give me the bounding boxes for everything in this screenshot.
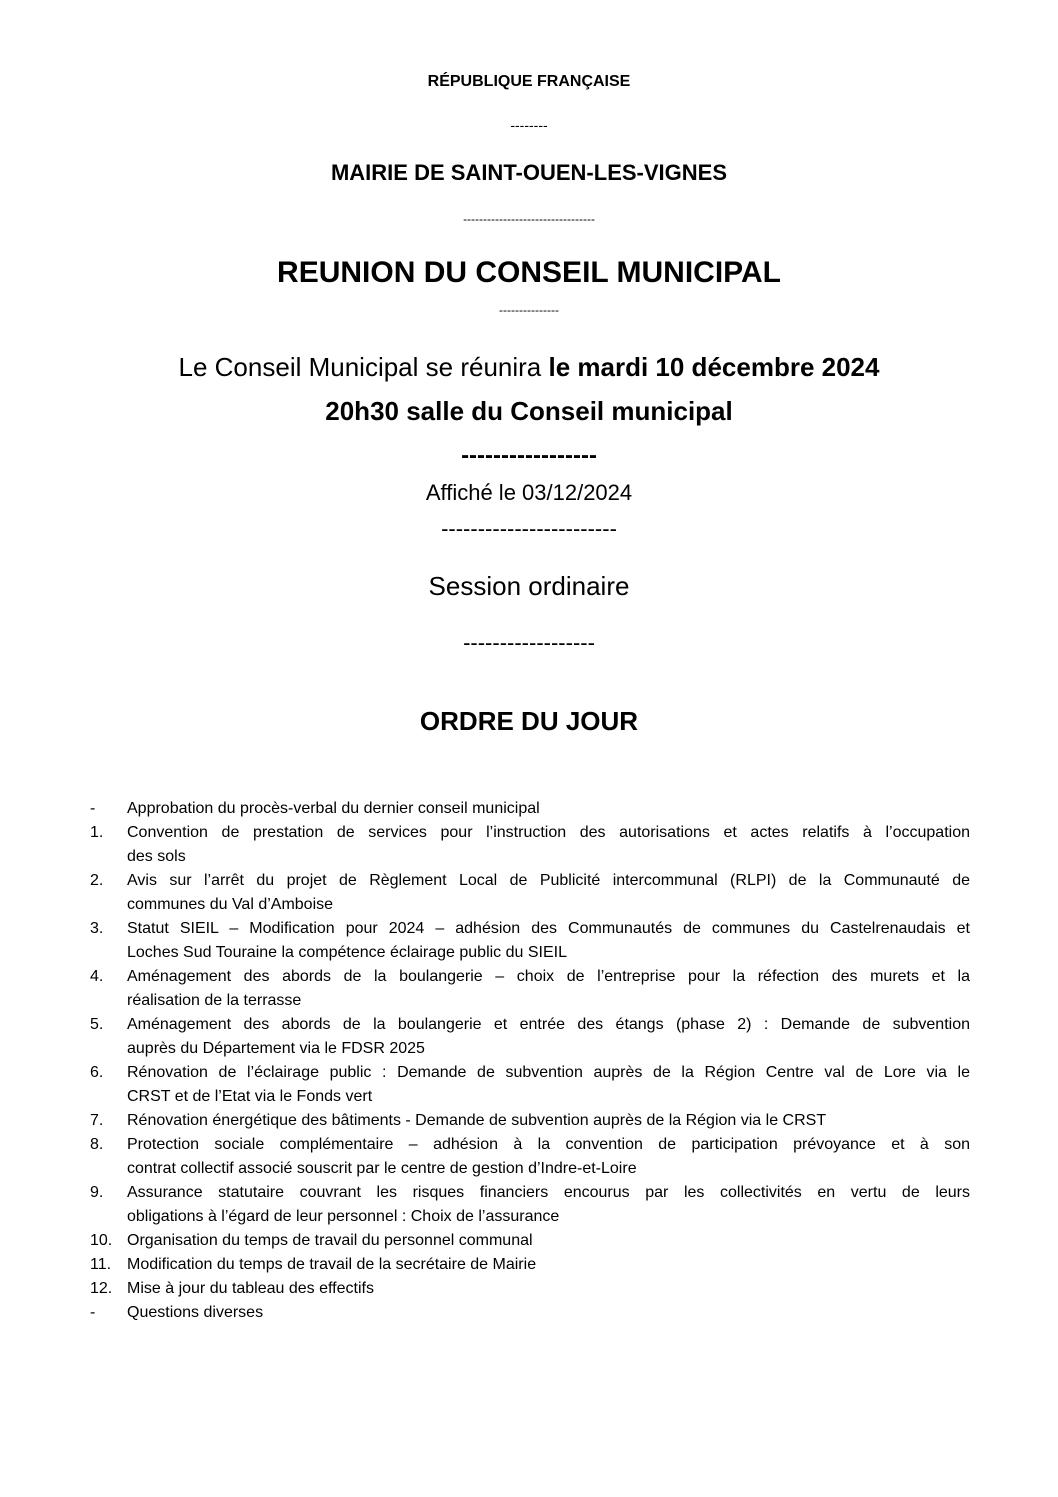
meeting-date-line: [0, 354, 1058, 380]
list-item: [90, 1013, 970, 1061]
separator: ------------------: [463, 630, 595, 655]
list-item-text: [127, 1061, 970, 1109]
meeting-intro: Le Conseil Municipal se réunira: [178, 352, 549, 382]
list-item: [90, 1061, 970, 1109]
meeting-time-place: 20h30 salle du Conseil municipal: [325, 396, 733, 426]
list-item-number: 4.: [90, 968, 104, 985]
list-item-number: 8.: [90, 1136, 104, 1153]
list-item-text: [127, 1013, 970, 1061]
list-item-line: Protection sociale complémentaire – adhésion à la convention de participation prévoyance et à son: [127, 1136, 970, 1153]
list-item-number: 10.: [90, 1232, 113, 1249]
list-item-number: 7.: [90, 1112, 104, 1129]
list-item: [90, 1301, 970, 1325]
list-item-number: 1.: [90, 824, 104, 841]
list-item-line: communes du Val d’Amboise: [127, 896, 334, 913]
list-item: [90, 1253, 970, 1277]
list-item: [90, 965, 970, 1013]
list-item-line: Avis sur l’arrêt du projet de Règlement Local de Publicité intercommunal (RLPI) de la Communauté de: [127, 872, 970, 889]
list-item-number: 2.: [90, 872, 104, 889]
meeting-date: le mardi 10 décembre 2024: [548, 352, 880, 382]
list-item-line: Organisation du temps de travail du personnel communal: [127, 1232, 533, 1249]
list-item-number: -: [90, 800, 96, 817]
list-item: [90, 1109, 970, 1133]
posted-date: Affiché le 03/12/2024: [425, 480, 633, 505]
mairie-heading: MAIRIE DE SAINT-OUEN-LES-VIGNES: [330, 160, 728, 185]
list-item-text: [127, 1181, 970, 1229]
list-item-number: 12.: [90, 1280, 113, 1297]
list-item-text: [127, 821, 970, 869]
list-item-text: [127, 869, 970, 917]
list-item-text: [127, 1109, 970, 1133]
separator: ---------------------------------: [463, 212, 595, 226]
list-item-line: Assurance statutaire couvrant les risques financiers encourus par les collectivités en vertu de leurs: [127, 1184, 970, 1201]
separator: -----------------: [461, 442, 597, 469]
list-item-text: [127, 917, 970, 965]
list-item: [90, 1133, 970, 1181]
list-item: [90, 1229, 970, 1253]
list-item-line: Statut SIEIL – Modification pour 2024 – adhésion des Communautés de communes du Castelrenaudais et: [127, 920, 970, 937]
list-item-line: Mise à jour du tableau des effectifs: [127, 1280, 374, 1297]
separator: ------------------------: [441, 516, 617, 541]
agenda-title: ORDRE DU JOUR: [419, 706, 639, 736]
separator: --------: [510, 117, 548, 133]
list-item-number: 9.: [90, 1184, 104, 1201]
list-item: [90, 917, 970, 965]
list-item-number: 6.: [90, 1064, 104, 1081]
list-item-line: réalisation de la terrasse: [127, 992, 302, 1009]
session-type: Session ordinaire: [428, 571, 630, 601]
list-item: [90, 797, 970, 821]
republic-heading: RÉPUBLIQUE FRANÇAISE: [427, 73, 631, 90]
list-item-line: Rénovation de l’éclairage public : Demande de subvention auprès de la Région Centre val de Lore via le: [127, 1064, 970, 1081]
list-item-line: auprès du Département via le FDSR 2025: [127, 1040, 425, 1057]
list-item-line: obligations à l’égard de leur personnel : Choix de l’assurance: [127, 1208, 560, 1225]
list-item-line: Modification du temps de travail de la secrétaire de Mairie: [127, 1256, 537, 1273]
list-item: [90, 869, 970, 917]
list-item-text: [127, 1301, 970, 1325]
list-item-line: CRST et de l’Etat via le Fonds vert: [127, 1088, 373, 1105]
list-item-line: contrat collectif associé souscrit par le centre de gestion d’Indre-et-Loire: [127, 1160, 637, 1177]
list-item-text: [127, 1277, 970, 1301]
list-item-line: Loches Sud Touraine la compétence éclairage public du SIEIL: [127, 944, 567, 961]
list-item-line: des sols: [127, 848, 186, 865]
list-item-text: [127, 1133, 970, 1181]
list-item: [90, 1277, 970, 1301]
list-item-number: 11.: [90, 1256, 112, 1273]
list-item-line: Aménagement des abords de la boulangerie – choix de l’entreprise pour la réfection des murets et la: [127, 968, 970, 985]
list-item-line: Questions diverses: [127, 1304, 264, 1321]
list-item-line: Convention de prestation de services pour l’instruction des autorisations et actes relatifs à l’occupation: [127, 824, 970, 841]
list-item-text: [127, 965, 970, 1013]
list-item-text: [127, 797, 970, 821]
separator: ---------------: [499, 303, 559, 317]
list-item-number: -: [90, 1304, 96, 1321]
list-item-line: Rénovation énergétique des bâtiments - Demande de subvention auprès de la Région via le CRST: [127, 1112, 827, 1129]
list-item-number: 5.: [90, 1016, 104, 1033]
list-item-line: Aménagement des abords de la boulangerie et entrée des étangs (phase 2) : Demande de subvention: [127, 1016, 970, 1033]
list-item-line: Approbation du procès-verbal du dernier conseil municipal: [127, 800, 540, 817]
page-title: REUNION DU CONSEIL MUNICIPAL: [277, 256, 781, 289]
list-item: [90, 821, 970, 869]
list-item-number: 3.: [90, 920, 104, 937]
list-item: [90, 1181, 970, 1229]
list-item-text: [127, 1253, 970, 1277]
agenda-list: [90, 797, 970, 1325]
list-item-text: [127, 1229, 970, 1253]
